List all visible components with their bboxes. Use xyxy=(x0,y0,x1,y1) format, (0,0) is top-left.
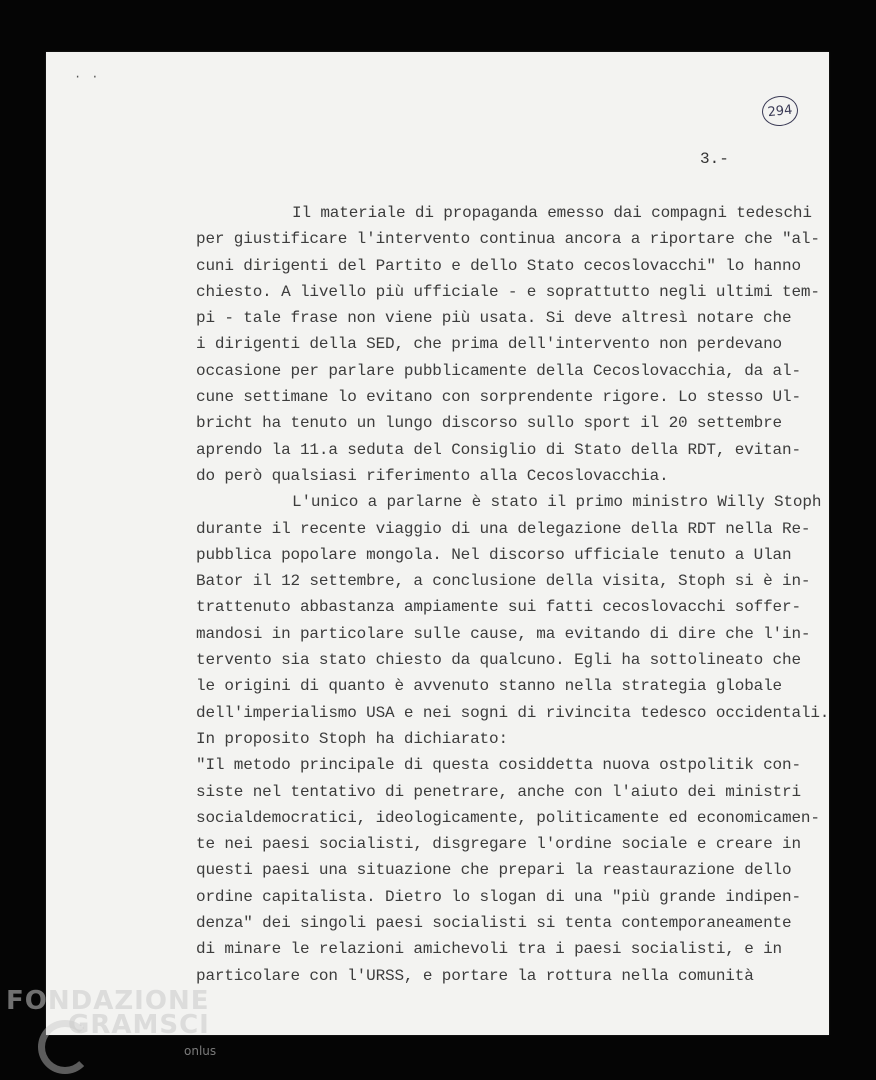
text-line: In proposito Stoph ha dichiarato: xyxy=(196,729,508,748)
text-line: trattenuto abbastanza ampiamente sui fatti cecoslovacchi soffer- xyxy=(196,598,801,617)
text-line: particolare con l'URSS, e portare la rottura nella comunità xyxy=(196,966,754,985)
text-line: Bator il 12 settembre, a conclusione della visita, Stoph si è in- xyxy=(196,572,811,591)
text-line: pi - tale frase non viene più usata. Si deve altresì notare che xyxy=(196,309,792,328)
text-line: te nei paesi socialisti, disgregare l'ordine sociale e creare in xyxy=(196,835,801,854)
text-line: do però qualsiasi riferimento alla Cecoslovacchia. xyxy=(196,466,669,485)
text-line: occasione per parlare pubblicamente della Cecoslovacchia, da al- xyxy=(196,361,801,380)
text-line: questi paesi una situazione che prepari la reastaurazione dello xyxy=(196,861,792,880)
text-line: aprendo la 11.a seduta del Consiglio di Stato della RDT, evitan- xyxy=(196,440,801,459)
paper-marks: ·· xyxy=(74,70,109,84)
text-line: siste nel tentativo di penetrare, anche con l'aiuto dei ministri xyxy=(196,782,801,801)
watermark-onlus: onlus xyxy=(184,1044,217,1058)
text-line: "Il metodo principale di questa cosiddetta nuova ostpolitik con- xyxy=(196,756,801,775)
text-line: Il materiale di propaganda emesso dai compagni tedeschi xyxy=(292,204,812,222)
watermark-g-logo-icon xyxy=(38,1020,92,1074)
text-line: denza" dei singoli paesi socialisti si tenta contemporaneamente xyxy=(196,914,792,933)
text-line: cune settimane lo evitano con sorprendente rigore. Lo stesso Ul- xyxy=(196,388,801,407)
watermark-line1: FONDAZIONE xyxy=(6,986,210,1016)
text-line: per giustificare l'intervento continua ancora a riportare che "al- xyxy=(196,230,820,249)
text-line: le origini di quanto è avvenuto stanno nella strategia globale xyxy=(196,677,782,696)
text-line: dell'imperialismo USA e nei sogni di rivincita tedesco occidentali. xyxy=(196,703,830,722)
text-line: i dirigenti della SED, che prima dell'intervento non perdevano xyxy=(196,335,782,354)
text-line: pubblica popolare mongola. Nel discorso ufficiale tenuto a Ulan xyxy=(196,545,792,564)
page-number: 3.- xyxy=(700,150,729,168)
text-line: L'unico a parlarne è stato il primo ministro Willy Stoph xyxy=(292,493,822,512)
text-line: cuni dirigenti del Partito e dello Stato cecoslovacchi" lo hanno xyxy=(196,256,801,275)
typed-text-body xyxy=(196,200,830,989)
text-line: mandosi in particolare sulle cause, ma evitando di dire che l'in- xyxy=(196,624,811,643)
text-line: tervento sia stato chiesto da qualcuno. Egli ha sottolineato che xyxy=(196,651,801,670)
watermark-line2: GRAMSCI xyxy=(68,1010,210,1040)
text-line: durante il recente viaggio di una delegazione della RDT nella Re- xyxy=(196,519,811,538)
fondazione-gramsci-watermark xyxy=(6,986,217,1058)
archive-number-stamp: 294 xyxy=(761,94,800,128)
text-line: di minare le relazioni amichevoli tra i paesi socialisti, e in xyxy=(196,940,782,959)
text-line: ordine capitalista. Dietro lo slogan di una "più grande indipen- xyxy=(196,887,801,906)
text-line: socialdemocratici, ideologicamente, politicamente ed economicamen- xyxy=(196,808,820,827)
text-line: bricht ha tenuto un lungo discorso sullo sport il 20 settembre xyxy=(196,414,782,433)
text-line: chiesto. A livello più ufficiale - e soprattutto negli ultimi tem- xyxy=(196,282,820,301)
